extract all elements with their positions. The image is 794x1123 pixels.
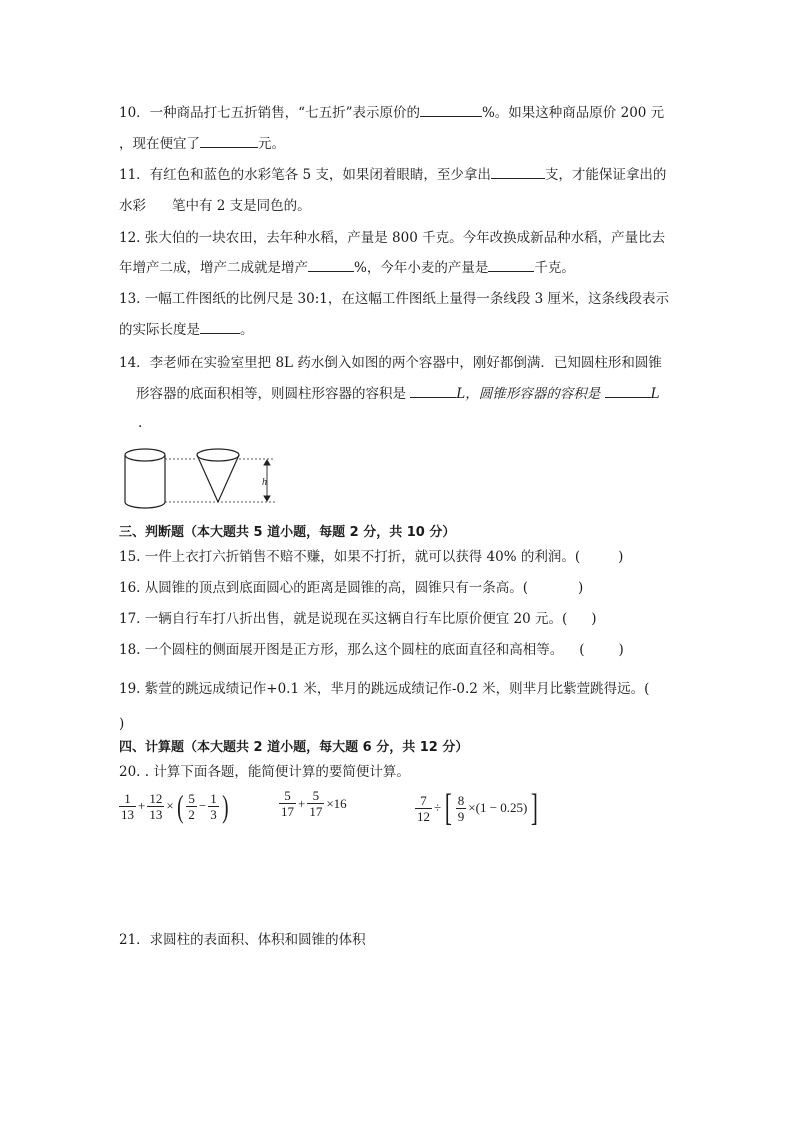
q13-text-b: 的实际长度是 <box>119 322 200 338</box>
question-13-line-1 <box>119 290 669 308</box>
fraction: $\frac{1}{3}$ <box>210 790 217 822</box>
q12-text-a: 12. 张大伯的一块农田，去年种水稻，产量是 800 千克。今年改换成新品种水稻，产量比去 <box>119 230 666 246</box>
q14-text-a: 14．李老师在实验室里把 8L 药水倒入如图的两个容器中，刚好都倒满．已知圆柱形和圆锥 <box>119 355 662 371</box>
question-14-line-1 <box>119 354 662 372</box>
q10-text-d: 元。 <box>258 136 285 152</box>
question-12-line-2 <box>119 259 575 277</box>
q13-text-c: 。 <box>240 322 254 338</box>
q14-text-c: L，圆锥形容器的容积是 <box>456 386 605 402</box>
q10-text-c: ，现在便宜了 <box>119 136 200 152</box>
fraction: $\frac{5}{17}$ <box>281 788 294 819</box>
q10-text-a: 10．一种商品打七五折销售，“七五折”表示原价的 <box>119 105 420 121</box>
question-10-line-2 <box>119 135 285 153</box>
q14-text-b: 形容器的底面积相等，则圆柱形容器的容积是 <box>136 386 411 402</box>
answer-blank[interactable] <box>308 259 354 272</box>
answer-blank[interactable] <box>200 135 258 148</box>
q13-text-a: 13. 一幅工件图纸的比例尺是 30:1，在这幅工件图纸上量得一条线段 3 厘米，这条线段表示 <box>119 291 670 307</box>
question-13-line-2 <box>119 321 254 339</box>
cylinder-icon <box>125 449 165 508</box>
q12-text-b: 年增产二成，增产二成就是增产 <box>119 260 308 276</box>
question-14-line-2 <box>136 385 660 403</box>
question-20: 20. . 计算下面各题，能简便计算的要简便计算。 <box>119 764 410 780</box>
q16-end: ) <box>578 580 584 596</box>
question-15 <box>119 548 623 566</box>
section-4-title: 四、计算题（本大题共 2 道小题，每大题 6 分，共 12 分） <box>119 740 469 755</box>
q18-end: ) <box>618 642 624 658</box>
question-18 <box>119 641 624 659</box>
q18-text: 18. 一个圆柱的侧面展开图是正方形，那么这个圆柱的底面直径和高相等。 <box>119 642 564 658</box>
question-11-line-1 <box>119 166 666 184</box>
cone-icon <box>197 449 239 502</box>
fraction: $\frac{5}{17}$ <box>309 788 323 819</box>
q15-text: 15. 一件上衣打六折销售不赔不赚，如果不打折，就可以获得 40% 的利润。( <box>119 549 581 565</box>
answer-blank[interactable] <box>488 259 534 272</box>
left-paren: ( <box>176 788 184 824</box>
q14-text-d: L <box>650 386 660 402</box>
q10-text-b: %。如果这种商品原价 200 元 <box>481 105 665 121</box>
question-12-line-1 <box>119 229 665 247</box>
answer-blank[interactable] <box>410 385 456 398</box>
q11-text-a: 11．有红色和蓝色的水彩笔各 5 支，如果闭着眼睛，至少拿出 <box>119 167 491 183</box>
fraction: $\frac{8}{9}$ <box>457 792 465 824</box>
q12-text-d: 千克。 <box>534 260 575 276</box>
q17-text: 17. 一辆自行车打八折出售，就是说现在买这辆自行车比原价便宜 20 元。( <box>119 611 568 627</box>
fraction: $\frac{12}{13}$ <box>149 790 163 822</box>
question-10-line-1 <box>119 104 664 122</box>
height-guide-lines <box>165 459 275 502</box>
expression-2: $\frac{5}{17}$ + $\frac{5}{17}$ ×16 <box>281 788 347 819</box>
q18-start: ( <box>579 642 585 658</box>
q12-text-c: %，今年小麦的产量是 <box>354 260 489 276</box>
answer-blank[interactable] <box>491 166 545 179</box>
question-11-line-2 <box>119 197 311 215</box>
answer-blank[interactable] <box>420 104 482 117</box>
q19-text: 19. 紫萱的跳远成绩记作+0.1 米，芈月的跳远成绩记作-0.2 米，则芈月比紫萱跳得远。( <box>119 681 650 697</box>
answer-blank[interactable] <box>200 321 240 334</box>
q16-text: 16. 从圆锥的顶点到底面圆心的距离是圆锥的高，圆锥只有一条高。( <box>119 580 529 596</box>
answer-blank[interactable] <box>605 385 651 398</box>
right-bracket: ] <box>531 787 539 829</box>
fraction: $\frac{5}{2}$ <box>188 790 195 822</box>
q15-end: ) <box>618 549 624 565</box>
left-bracket: [ <box>444 787 452 829</box>
fraction: $\frac{1}{13}$ <box>121 790 134 822</box>
fraction: $\frac{7}{12}$ <box>417 792 430 824</box>
height-label: h <box>262 477 267 488</box>
q17-end: ) <box>591 611 597 627</box>
expression-3: $\frac{7}{12}$ ÷ [ $\frac{8}{9}$ ×(1 − 0.25) ] <box>417 787 539 829</box>
container-figure <box>118 440 283 515</box>
q11-text-b: 支，才能保证拿出的 <box>544 167 667 183</box>
question-17 <box>119 610 597 628</box>
question-16 <box>119 579 583 597</box>
q14-period: . <box>138 415 143 431</box>
right-paren: ) <box>221 788 229 824</box>
expression-1: $\frac{1}{13}$ + $\frac{12}{13}$ ×( $\frac{5}{2}$ − $\frac{1}{3}$ ) <box>121 788 229 824</box>
question-21: 21．求圆柱的表面积、体积和圆锥的体积 <box>119 932 366 948</box>
q11-text-c: 水彩 <box>119 198 146 214</box>
q11-text-d: 笔中有 2 支是同色的。 <box>172 198 311 214</box>
q19-end: ) <box>119 716 125 732</box>
section-3-title: 三、判断题（本大题共 5 道小题，每题 2 分，共 10 分） <box>119 525 456 540</box>
question-19 <box>119 680 649 698</box>
